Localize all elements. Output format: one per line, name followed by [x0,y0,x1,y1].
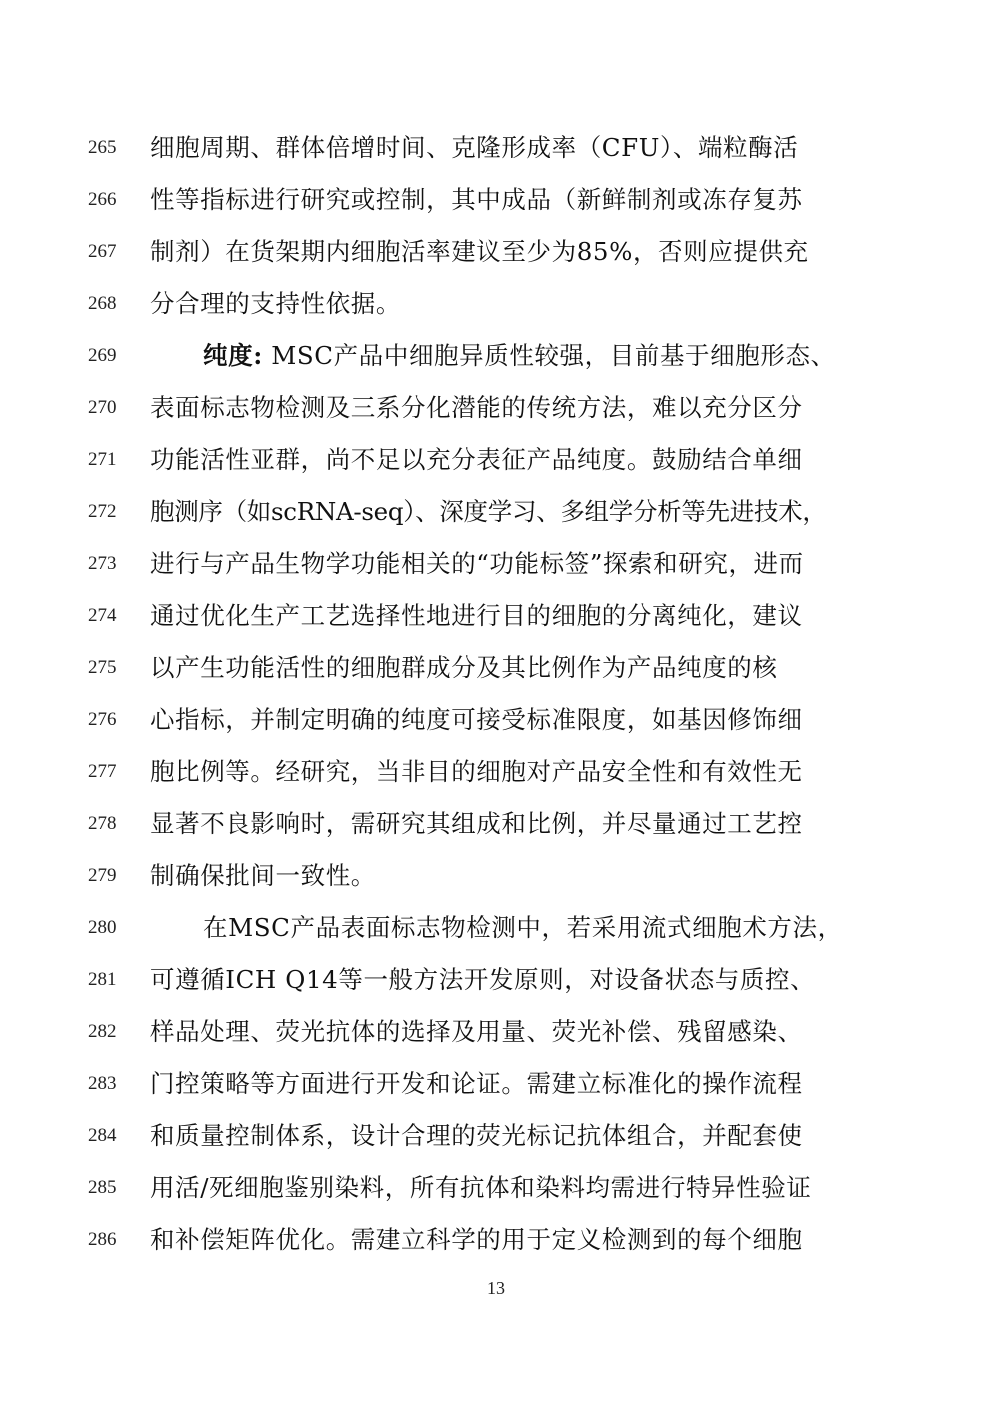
text-line [0,642,992,694]
line-text: 分合理的支持性依据。 [150,289,401,318]
line-number: 276 [88,709,117,730]
line-text: 胞测序（如scRNA-seq）、深度学习、多组学分析等先进技术， [150,497,827,526]
text-line [0,330,992,382]
text-line [0,122,992,174]
text-line [0,746,992,798]
line-number: 280 [88,917,117,938]
line-text: 细胞周期、群体倍增时间、克隆形成率（CFU）、端粒酶活 [150,133,799,162]
line-text: 制确保批间一致性。 [150,861,376,890]
line-number: 268 [88,293,117,314]
line-number: 273 [88,553,117,574]
line-number: 272 [88,501,117,522]
line-text: 在MSC产品表面标志物检测中，若采用流式细胞术方法， [203,913,843,942]
page-number: 13 [487,1278,505,1298]
text-line [0,538,992,590]
text-line [0,902,992,954]
line-number: 267 [88,241,117,262]
line-text [203,330,853,382]
text-line [0,590,992,642]
line-body: MSC产品中细胞异质性较强，目前基于细胞形态、 [262,341,836,370]
line-number: 265 [88,137,117,158]
text-line [0,382,992,434]
line-number: 269 [88,345,117,366]
line-text: 性等指标进行研究或控制，其中成品（新鲜制剂或冻存复苏 [150,185,803,214]
text-line [0,850,992,902]
text-line [0,434,992,486]
line-text: 制剂）在货架期内细胞活率建议至少为85%，否则应提供充 [150,237,809,266]
line-number: 274 [88,605,117,626]
line-number: 277 [88,761,117,782]
line-text: 和质量控制体系，设计合理的荧光标记抗体组合，并配套使 [150,1121,803,1150]
line-text: 可遵循ICH Q14等一般方法开发原则，对设备状态与质控、 [150,965,816,994]
line-text: 进行与产品生物学功能相关的“功能标签”探索和研究，进而 [150,549,804,578]
line-text: 胞比例等。经研究，当非目的细胞对产品安全性和有效性无 [150,757,803,786]
section-heading: 纯度: [203,341,263,370]
text-line [0,1162,992,1214]
line-text: 用活/死细胞鉴别染料，所有抗体和染料均需进行特异性验证 [150,1173,812,1202]
line-text: 显著不良影响时，需研究其组成和比例，并尽量通过工艺控 [150,809,803,838]
line-text: 门控策略等方面进行开发和论证。需建立标准化的操作流程 [150,1069,803,1098]
line-number: 271 [88,449,117,470]
text-line [0,174,992,226]
text-line [0,798,992,850]
line-number: 285 [88,1177,117,1198]
line-text: 表面标志物检测及三系分化潜能的传统方法，难以充分区分 [150,393,803,422]
text-line [0,1006,992,1058]
text-line [0,1110,992,1162]
line-number: 278 [88,813,117,834]
line-number: 286 [88,1229,117,1250]
line-number: 275 [88,657,117,678]
line-number: 283 [88,1073,117,1094]
text-line [0,278,992,330]
line-text: 功能活性亚群，尚不足以充分表征产品纯度。鼓励结合单细 [150,445,803,474]
line-number: 266 [88,189,117,210]
line-text: 通过优化生产工艺选择性地进行目的细胞的分离纯化，建议 [150,601,803,630]
line-text: 心指标，并制定明确的纯度可接受标准限度，如基因修饰细 [150,705,803,734]
text-line [0,694,992,746]
text-line [0,1058,992,1110]
text-line [0,954,992,1006]
text-line [0,486,992,538]
text-line [0,226,992,278]
line-number: 282 [88,1021,117,1042]
line-number: 281 [88,969,117,990]
line-text: 样品处理、荧光抗体的选择及用量、荧光补偿、残留感染、 [150,1017,803,1046]
line-text: 和补偿矩阵优化。需建立科学的用于定义检测到的每个细胞 [150,1225,803,1254]
line-number: 284 [88,1125,117,1146]
line-number: 270 [88,397,117,418]
text-line [0,1214,992,1266]
line-number: 279 [88,865,117,886]
line-text: 以产生功能活性的细胞群成分及其比例作为产品纯度的核 [150,653,778,682]
